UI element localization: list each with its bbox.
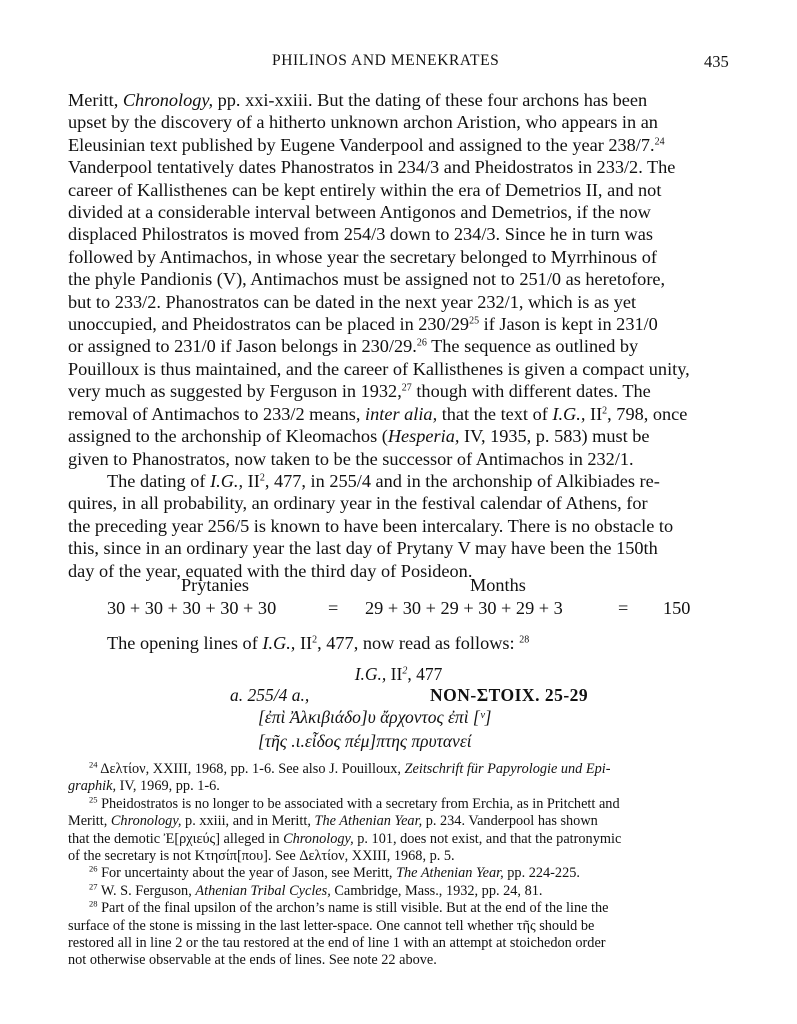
equation-headings — [0, 575, 797, 597]
calendar-equation — [0, 598, 797, 622]
running-title: PHILINOS AND MENEKRATES — [272, 52, 500, 69]
months-sum: 29 + 30 + 29 + 30 + 29 + 3 — [365, 598, 563, 618]
footnote-ref-26[interactable]: 26 — [416, 337, 427, 349]
paragraph-2: The dating of I.G., $II^2$, 477, in 255/4 and in the archonship of Alkibiades re- quires, in all probability, an ordinary year in the festival calendar of Athens, for the preceding year 256/5 is known to have been intercalary. There is no obstacle to this, since in an ordinary year the last day of Prytany V may have been the 150th day of the year, equated with the third day of Posideon. — [68, 471, 674, 581]
footnotes — [68, 761, 733, 970]
page-number: 435 — [704, 52, 729, 71]
inscription-stoichedon: NON-ΣΤΟΙΧ. 25-29 — [430, 685, 589, 705]
equals-sign: = — [618, 598, 629, 618]
prytanies-sum: 30 + 30 + 30 + 30 + 30 — [107, 598, 277, 618]
inscription-intro: The opening lines of I.G., $II^2$, 477, now read as follows: $^{28}$ — [107, 633, 530, 653]
paragraph-1: Meritt, Chronology, pp. xxi-xxiii. But the dating of these four archons has been upset by the discovery of a hitherto unknown archon Aristion, who appears in an Eleusinian text published by Eugene Vanderpool and assigned to the year 238/7.24 Vanderpool tentatively dates Phanostratos in 234/3 and Pheidostratos in 233/2. The career of Kallisthenes can be kept entirely within the era of Demetrios II, and not divided at a considerable interval between Antigonos and Demetrios, if the now displaced Philostratos is moved from 254/3 down to 234/3. Since he in turn was followed by Antimachos, in whose year the secretary belonged to Myrrhinous of the phyle Pandionis (V), Antimachos must be assigned not to 251/0 as heretofore, but to 233/2. Phanostratos can be dated in the next year 232/1, which is as yet unoccupied, and Pheidostratos can be placed in $230/29^{25}$ if Jason is kept in 231/0 or assigned to 231/0 if Jason belongs in 230/29.26 The sequence as outlined by Pouilloux is thus maintained, and the career of Kallisthenes is given a compact unity, very much as suggested by Ferguson in 1932,27 though with different dates. The removal of Antimachos to 233/2 means, inter alia, that the text of I.G., $II^2$, 798, once assigned to the archonship of Kleomachos (Hesperia, IV, 1935, p. 583) must be given to Phanostratos, now taken to be the successor of Antimachos in 232/1. — [68, 90, 690, 469]
footnote-ref-28[interactable]: 28 — [519, 634, 530, 646]
equals-sign: = — [328, 598, 339, 618]
prytanies-heading: Prytanies — [181, 575, 250, 595]
footnote-27: $^{27}$ W. S. Ferguson, Athenian Tribal Cycles, Cambridge, Mass., 1932, pp. 24, 81. — [89, 881, 543, 899]
footnote-ref-27[interactable]: 27 — [401, 382, 412, 394]
days-total: 150 — [663, 598, 691, 618]
inscription-date: a. 255/4 a., — [230, 685, 310, 705]
inscription-title: I.G., $II^2$, 477 — [354, 664, 443, 684]
footnote-ref-25[interactable]: 25 — [469, 315, 480, 327]
inscription-line-2: [τῆς .ι.εἶδος πέμ]πτης πρυτανεί — [258, 731, 472, 751]
footnote-24: $^{24}$ Δελτίον, XXIII, 1968, pp. 1-6. See also J. Pouilloux, Zeitschrift für Papyrologie und Epi- graphik, IV, 1969, pp. 1-6. — [68, 759, 611, 795]
inscription-line-1: [ἐπὶ Ἀλκιβιάδο]υ ἄρχοντος ἐπὶ [ᵛ] — [258, 707, 492, 727]
footnote-26: $^{26}$ For uncertainty about the year of Jason, see Meritt, The Athenian Year, pp. 224-225. — [89, 863, 580, 882]
months-heading: Months — [470, 575, 526, 595]
footnote-25: $^{25}$ Pheidostratos is no longer to be associated with a secretary from Erchia, as in Pritchett and Meritt, Chronology, p. xxiii, and in Meritt, The Athenian Year, p. 234. Vanderpool has shown that the demotic Ἐ[ρχιεύς] alleged in Chronology, p. 101, does not exist, and that the patronymic of the secretary is not Κτησίπ[που]. See Δελτίον, XXIII, 1968, p. 5. — [68, 794, 622, 865]
footnote-ref-24[interactable]: 24 — [654, 136, 665, 148]
running-head — [0, 52, 797, 74]
footnote-28: $^{28}$ Part of the final upsilon of the archon’s name is still visible. But at the end of the line the surface of the stone is missing in the last letter-space. One cannot tell whether τῆς should be restored all in line 2 or the tau restored at the end of line 1 with an attempt at stoichedon order not otherwise observable at the ends of lines. See note 22 above. — [68, 898, 609, 969]
